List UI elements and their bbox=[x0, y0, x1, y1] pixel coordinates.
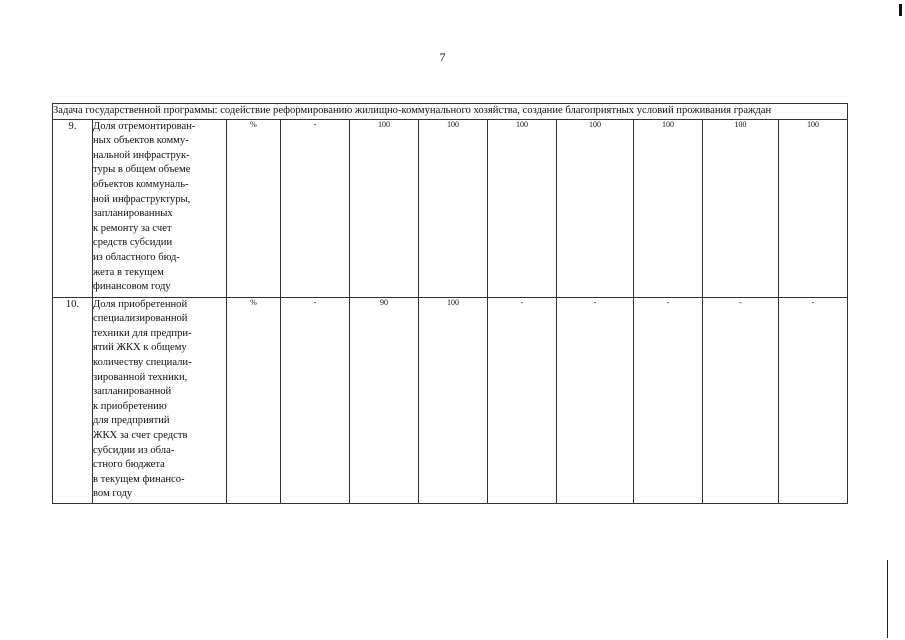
value-cell: 90 bbox=[350, 297, 419, 503]
task-header: Задача государственной программы: содействие реформированию жилищно-коммунального хозяйства, создание благоприятных условий проживания граждан bbox=[53, 104, 848, 120]
value-cell: 100 bbox=[703, 119, 779, 297]
indicator-name: Доля приобретенной специализированной техники для предпри- ятий ЖКХ к общему количеству специали- зированной техники, запланированной к приобретению для предприятий ЖКХ за счет средств субсидии из обла- стного бюджета в текущем финансо- вом году bbox=[93, 297, 227, 503]
value-cell: - bbox=[281, 297, 350, 503]
value-cell: - bbox=[703, 297, 779, 503]
value-cell: 100 bbox=[634, 119, 703, 297]
scan-edge-line bbox=[887, 560, 888, 638]
value-cell: 100 bbox=[419, 119, 488, 297]
value-cell: 100 bbox=[488, 119, 557, 297]
row-number: 9. bbox=[53, 119, 93, 297]
table-row bbox=[53, 297, 848, 503]
unit-cell: % bbox=[227, 119, 281, 297]
unit-cell: % bbox=[227, 297, 281, 503]
scan-edge-mark bbox=[899, 4, 902, 16]
indicator-name: Доля отремонтирован- ных объектов комму- нальной инфраструк- туры в общем объеме объектов коммуналь- ной инфраструктуры, запланированных к ремонту за счет средств субсидии из областного бюд- жета в текущем финансовом году bbox=[93, 119, 227, 297]
value-cell: - bbox=[557, 297, 634, 503]
value-cell: 100 bbox=[557, 119, 634, 297]
page-number: 7 bbox=[439, 50, 446, 64]
row-number: 10. bbox=[53, 297, 93, 503]
value-cell: 100 bbox=[779, 119, 848, 297]
value-cell: 100 bbox=[350, 119, 419, 297]
value-cell: - bbox=[634, 297, 703, 503]
value-cell: - bbox=[779, 297, 848, 503]
table-row bbox=[53, 119, 848, 297]
value-cell: 100 bbox=[419, 297, 488, 503]
indicators-table bbox=[52, 103, 848, 504]
value-cell: - bbox=[281, 119, 350, 297]
task-header-row bbox=[53, 104, 848, 120]
value-cell: - bbox=[488, 297, 557, 503]
